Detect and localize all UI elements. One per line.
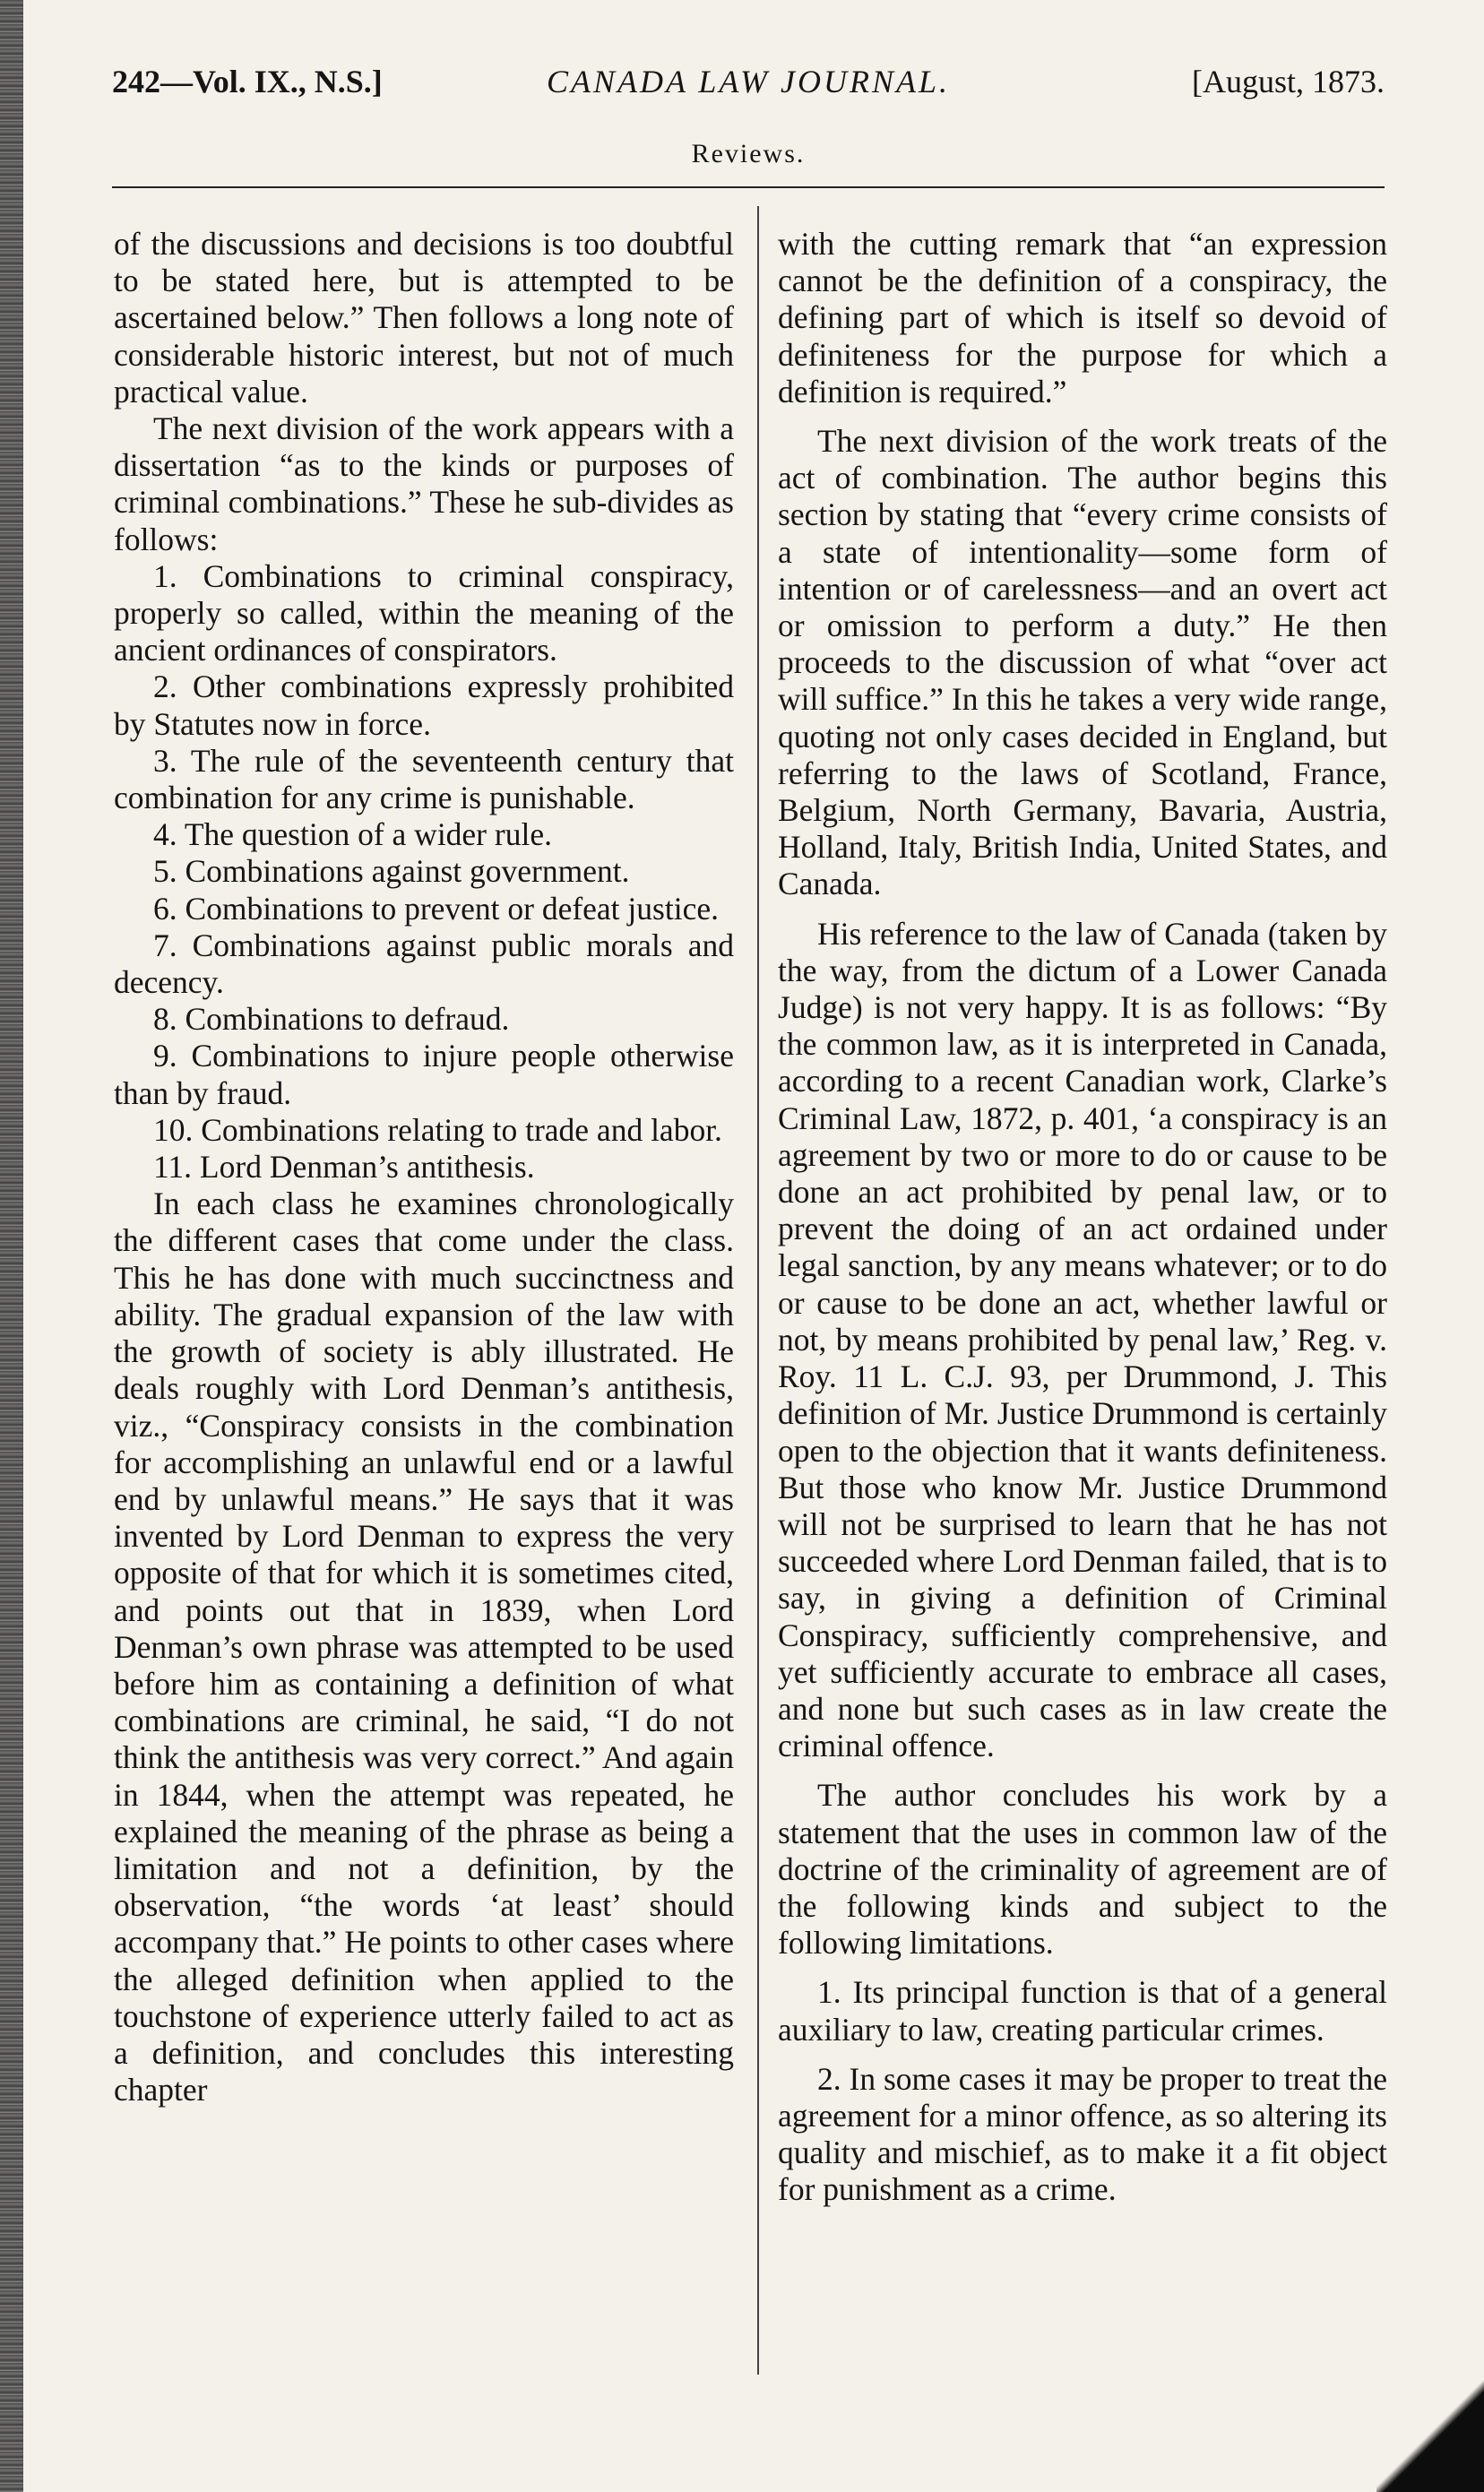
- paragraph: of the discussions and decisions is too doubtful to be stated here, but is attempted to be ascertained below.” Then follows a long note of considerable historic interest, but not of much practical value.: [114, 226, 734, 410]
- paragraph: His reference to the law of Canada (taken by the way, from the dictum of a Lower Canada Judge) is not very happy. It is as follows: “By the common law, as it is interpreted in Canada, according to a recent Canadian work, Clarke’s Criminal Law, 1872, p. 401, ‘a conspiracy is an agreement by two or more to do or cause to be done an act prohibited by penal law, or to prevent the doing of an act ordained under legal sanction, by any means whatever; or to do or cause to be done an act, whether lawful or not, by means prohibited by penal law,’ Reg. v. Roy. 11 L. C.J. 93, per Drummond, J. This definition of Mr. Justice Drummond is certainly open to the objection that it wants definiteness. But those who know Mr. Justice Drummond will not be surprised to learn that he has not succeeded where Lord Denman failed, that is to say, in giving a definition of Criminal Conspiracy, sufficiently comprehensive, and yet sufficiently accurate to embrace all cases, and none but such cases as in law create the criminal offence.: [778, 915, 1387, 1764]
- list-item: 1. Combinations to criminal conspiracy, properly so called, within the meaning of the ancient ordinances of conspirators.: [114, 557, 734, 668]
- list-item: 8. Combinations to defraud.: [153, 1001, 510, 1038]
- list-item: 4. The question of a wider rule.: [153, 816, 552, 853]
- paragraph: The next division of the work appears with a dissertation “as to the kinds or purposes of criminal combinations.” These he sub-divides as follows:: [114, 410, 734, 557]
- list-item: 6. Combinations to prevent or defeat justice.: [153, 890, 719, 927]
- list-item: 2. Other combinations expressly prohibited by Statutes now in force.: [114, 668, 734, 742]
- section-title: Reviews.: [691, 139, 806, 168]
- list-item: 2. In some cases it may be proper to treat the agreement for a minor offence, as so altering its quality and mischief, as to make it a fit object for punishment as a crime.: [778, 2060, 1387, 2208]
- list-item: 3. The rule of the seventeenth century that combination for any crime is punishable.: [114, 742, 734, 816]
- left-column: [114, 226, 734, 2108]
- page-corner-shadow: [1376, 2349, 1484, 2492]
- column-divider: [757, 206, 759, 2375]
- running-header: [112, 63, 1385, 116]
- list-item: 5. Combinations against government.: [153, 853, 630, 890]
- list-item: 9. Combinations to injure people otherwise than by fraud.: [114, 1038, 734, 1111]
- paragraph: In each class he examines chronologically the different cases that come under the class. This he has done with much succinctness and ability. The gradual expansion of the law with the growth of society is ably illustrated. He deals roughly with Lord Denman’s antithesis, viz., “Conspiracy consists in the combination for accomplishing an unlawful end or a lawful end by unlawful means.” He says that it was invented by Lord Denman to express the very opposite of that for which it is sometimes cited, and points out that in 1839, when Lord Denman’s own phrase was attempted to be used before him as containing a definition of what combinations are criminal, he said, “I do not think the antithesis was very correct.” And again in 1844, when the attempt was repeated, he explained the meaning of the phrase as being a limitation and not a definition, by the observation, “the words ‘at least’ should accompany that.” He points to other cases where the alleged definition when applied to the touchstone of experience utterly failed to act as a definition, and concludes this interesting chapter: [114, 1186, 734, 2108]
- list-item: 10. Combinations relating to trade and labor.: [153, 1111, 722, 1148]
- list-item: 1. Its principal function is that of a general auxiliary to law, creating particular crimes.: [778, 1974, 1387, 2048]
- page-volume-label: 242—Vol. IX., N.S.]: [112, 64, 383, 99]
- right-column: [778, 226, 1387, 2209]
- page-binding-edge: [0, 0, 23, 2492]
- paragraph: The author concludes his work by a statement that the uses in common law of the doctrine of the criminality of agreement are of the following kinds and subject to the following limitations.: [778, 1777, 1387, 1962]
- paragraph: with the cutting remark that “an expression cannot be the definition of a conspiracy, the defining part of which is itself so devoid of definiteness for the purpose for which a definition is required.”: [778, 226, 1387, 410]
- paragraph: The next division of the work treats of the act of combination. The author begins this section by stating that “every crime consists of a state of intentionality—some form of intention or of carelessness—and an overt act or omission to perform a duty.” He then proceeds to the discussion of what “over act will suffice.” In this he takes a very wide range, quoting not only cases decided in England, but referring to the laws of Scotland, France, Belgium, North Germany, Bavaria, Austria, Holland, Italy, British India, United States, and Canada.: [778, 423, 1387, 902]
- journal-title: CANADA LAW JOURNAL.: [547, 64, 950, 99]
- issue-date: [August, 1873.: [1192, 64, 1385, 99]
- header-rule: [112, 186, 1385, 188]
- list-item: 11. Lord Denman’s antithesis.: [153, 1149, 535, 1186]
- list-item: 7. Combinations against public morals and decency.: [114, 927, 734, 1001]
